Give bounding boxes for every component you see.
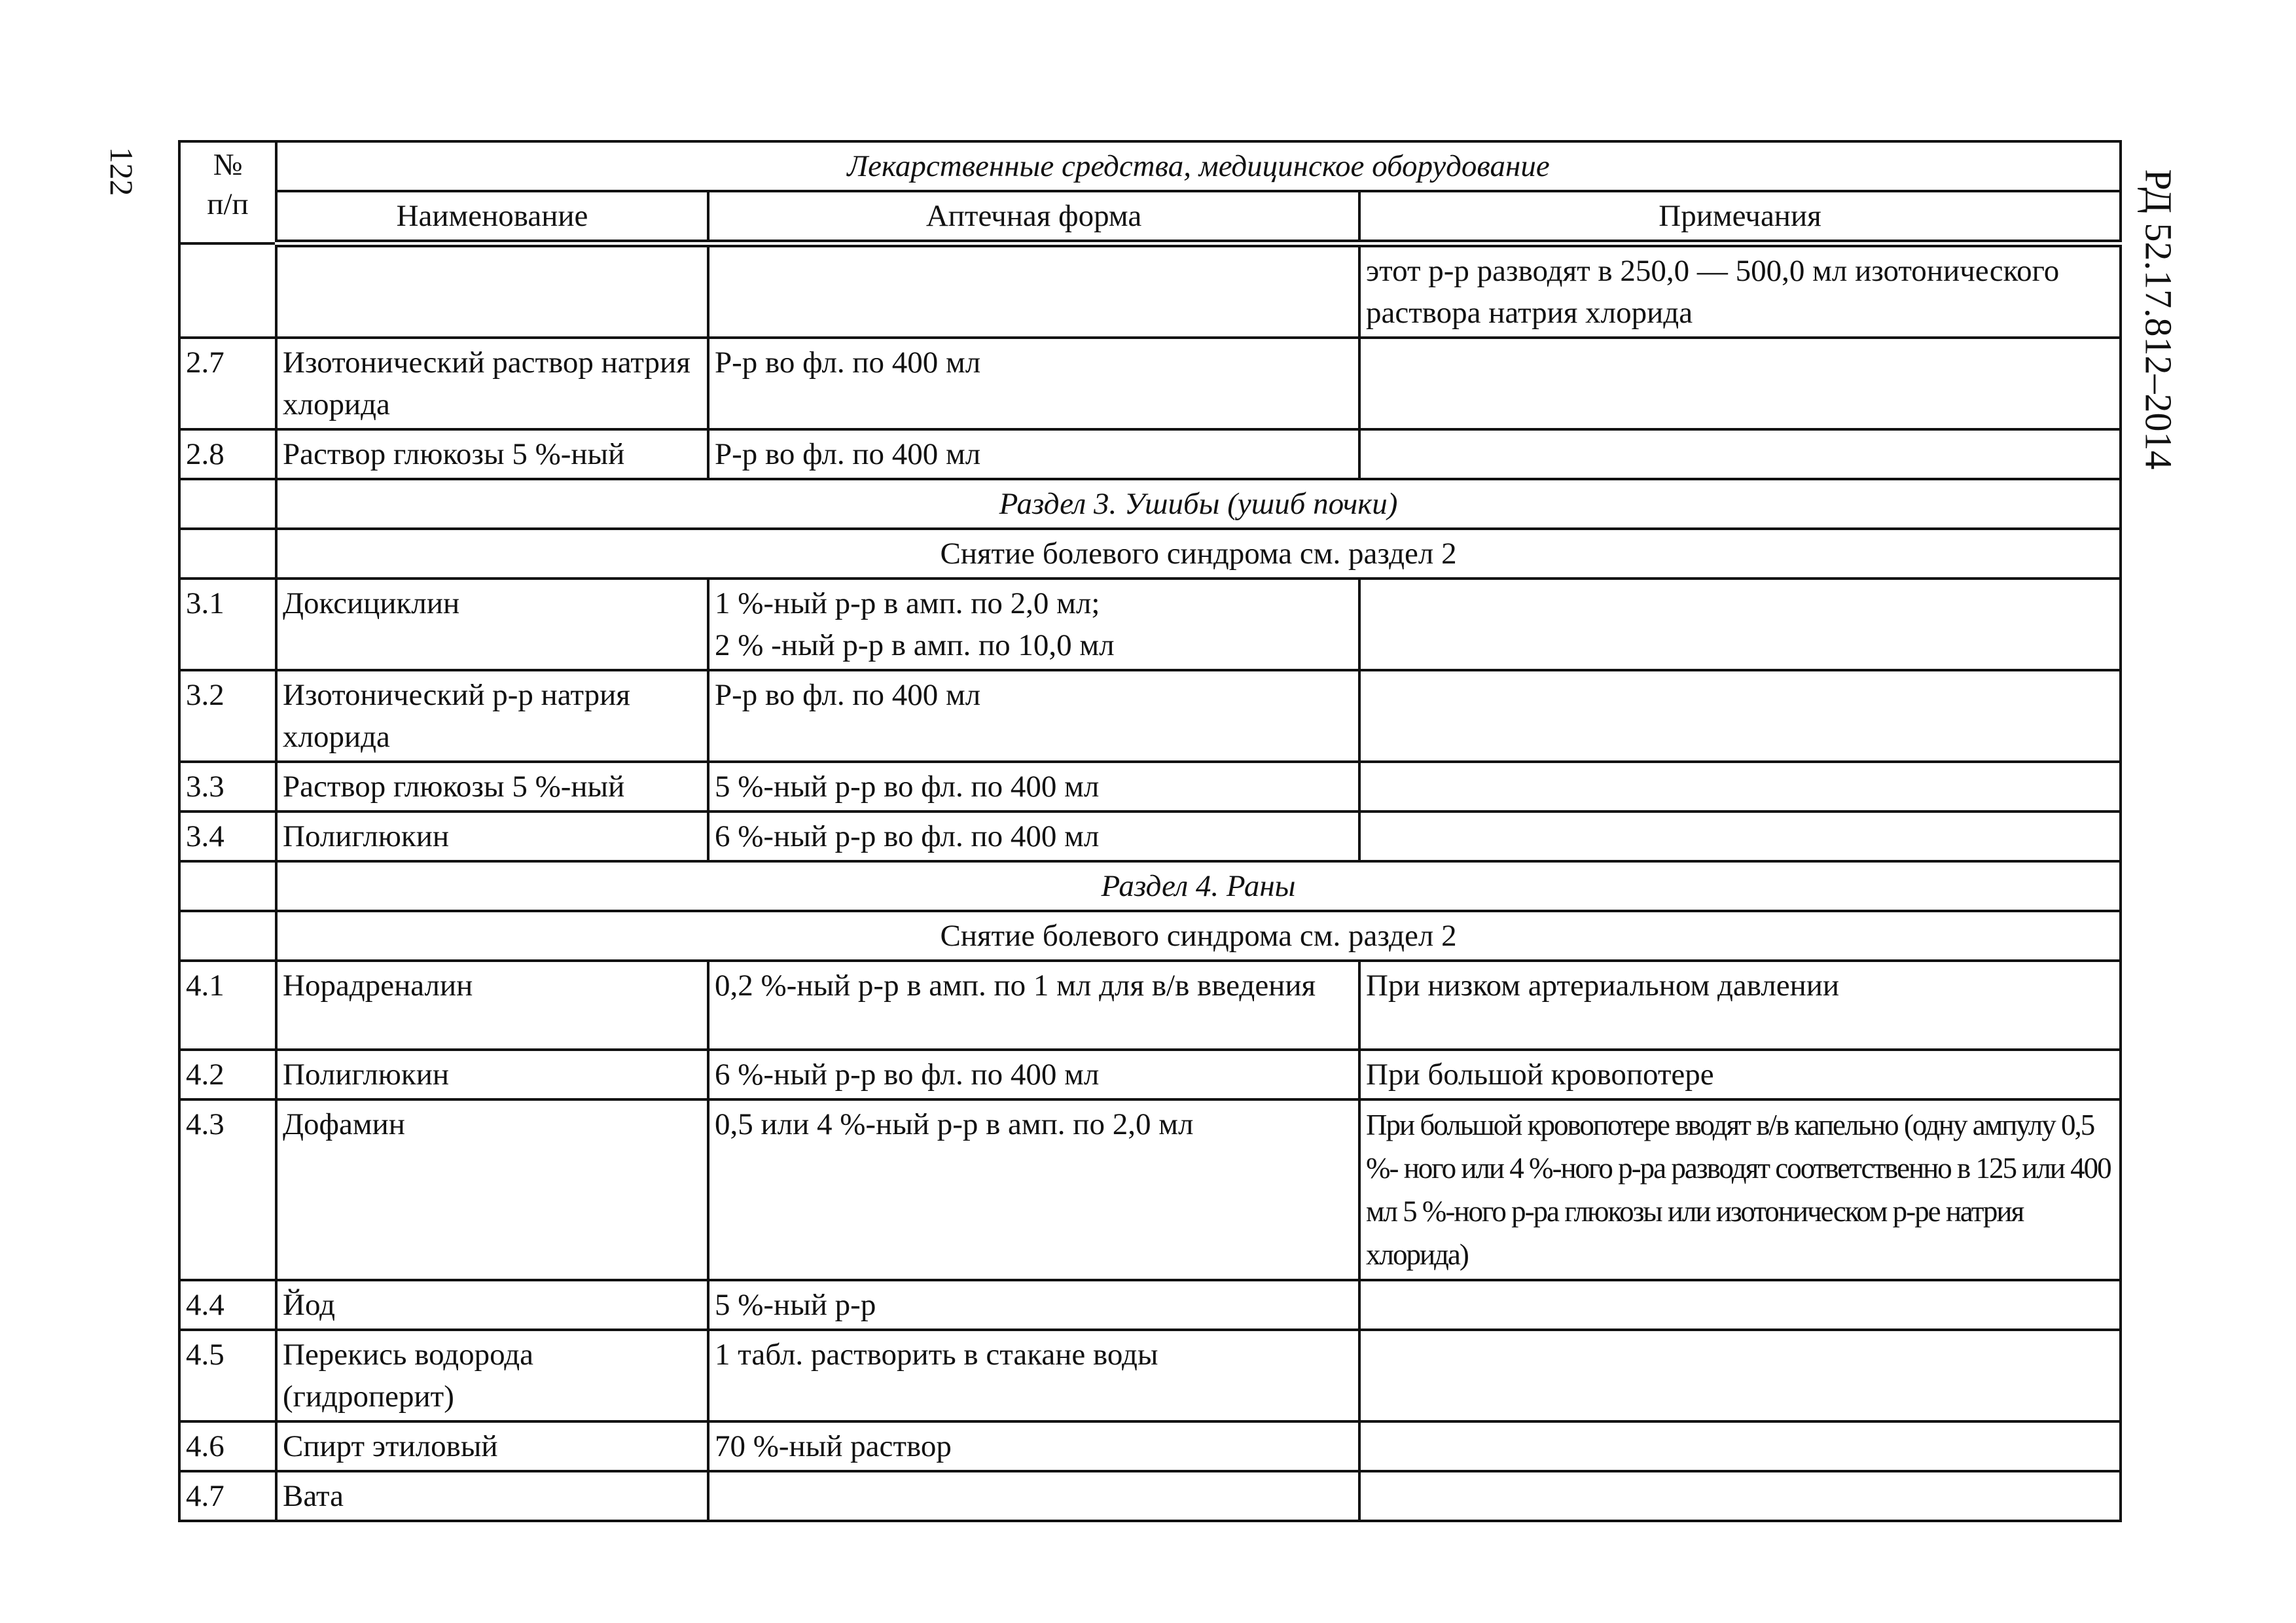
header-name-col: Наименование xyxy=(276,191,708,243)
row-form: 0,2 %-ный р-р в амп. по 1 мл для в/в введения xyxy=(708,961,1359,1050)
table-row xyxy=(179,1330,2121,1421)
row-name: Вата xyxy=(276,1471,708,1521)
row-num: 4.5 xyxy=(179,1330,276,1421)
row-form: Р-р во фл. по 400 мл xyxy=(708,338,1359,429)
row-form: 70 %-ный раствор xyxy=(708,1421,1359,1471)
row-num xyxy=(179,243,276,338)
row-name: Полиглюкин xyxy=(276,1050,708,1099)
row-notes xyxy=(1359,762,2121,812)
table-row xyxy=(179,1099,2121,1280)
section-row xyxy=(179,861,2121,911)
table-row xyxy=(179,1050,2121,1099)
subsection-note: Снятие болевого синдрома см. раздел 2 xyxy=(276,911,2121,961)
table-row xyxy=(179,429,2121,479)
row-name: Перекись водорода (гидроперит) xyxy=(276,1330,708,1421)
row-name xyxy=(276,243,708,338)
row-name: Изотонический раствор натрия хлорида xyxy=(276,338,708,429)
table-row xyxy=(179,579,2121,670)
row-notes xyxy=(1359,579,2121,670)
row-notes xyxy=(1359,338,2121,429)
row-name: Изотонический р-р натрия хлорида xyxy=(276,670,708,762)
row-form: 6 %-ный р-р во фл. по 400 мл xyxy=(708,1050,1359,1099)
row-name: Норадреналин xyxy=(276,961,708,1050)
header-num-col: № п/п xyxy=(179,141,276,243)
table-row xyxy=(179,670,2121,762)
row-num: 2.7 xyxy=(179,338,276,429)
section-row xyxy=(179,479,2121,529)
row-form: 1 табл. растворить в стакане воды xyxy=(708,1330,1359,1421)
table-row xyxy=(179,243,2121,338)
row-form: 5 %-ный р-р во фл. по 400 мл xyxy=(708,762,1359,812)
row-form xyxy=(708,579,1359,670)
row-num: 3.1 xyxy=(179,579,276,670)
form-line: 1 %-ный р-р в амп. по 2,0 мл; xyxy=(715,586,1100,620)
row-notes: При большой кровопотере xyxy=(1359,1050,2121,1099)
row-num: 4.4 xyxy=(179,1280,276,1330)
header-notes-col: Примечания xyxy=(1359,191,2121,243)
medication-table xyxy=(178,140,2122,1522)
row-name: Йод xyxy=(276,1280,708,1330)
row-num: 4.6 xyxy=(179,1421,276,1471)
row-notes xyxy=(1359,1280,2121,1330)
table-row xyxy=(179,1471,2121,1521)
row-notes: этот р-р разводят в 250,0 — 500,0 мл изотонического раствора натрия хлорида xyxy=(1359,243,2121,338)
row-num: 4.1 xyxy=(179,961,276,1050)
row-form: 5 %-ный р-р xyxy=(708,1280,1359,1330)
header-row-1 xyxy=(179,141,2121,191)
row-num xyxy=(179,911,276,961)
row-notes xyxy=(1359,429,2121,479)
row-form xyxy=(708,243,1359,338)
row-notes: При большой кровопотере вводят в/в капельно (одну ампулу 0,5 %- ного или 4 %-ного р-ра разводят соответственно в 125 или 400 мл 5 %-ного р-ра глюкозы или изотоническом р-ре натрия хлорида) xyxy=(1359,1099,2121,1280)
row-form: Р-р во фл. по 400 мл xyxy=(708,429,1359,479)
row-notes xyxy=(1359,1421,2121,1471)
row-notes xyxy=(1359,1471,2121,1521)
row-form: 0,5 или 4 %-ный р-р в амп. по 2,0 мл xyxy=(708,1099,1359,1280)
row-name: Дофамин xyxy=(276,1099,708,1280)
subsection-note: Снятие болевого синдрома см. раздел 2 xyxy=(276,529,2121,579)
section-title: Раздел 3. Ушибы (ушиб почки) xyxy=(276,479,2121,529)
table-row xyxy=(179,1421,2121,1471)
row-num: 3.4 xyxy=(179,812,276,861)
row-notes xyxy=(1359,812,2121,861)
row-name: Раствор глюкозы 5 %-ный xyxy=(276,762,708,812)
row-name: Полиглюкин xyxy=(276,812,708,861)
header-form-col: Аптечная форма xyxy=(708,191,1359,243)
row-notes xyxy=(1359,1330,2121,1421)
row-form: 6 %-ный р-р во фл. по 400 мл xyxy=(708,812,1359,861)
subsection-row xyxy=(179,529,2121,579)
row-notes xyxy=(1359,670,2121,762)
table-row xyxy=(179,812,2121,861)
page-number: 122 xyxy=(103,147,140,196)
table-row xyxy=(179,961,2121,1050)
row-form xyxy=(708,1471,1359,1521)
row-num xyxy=(179,479,276,529)
row-name: Раствор глюкозы 5 %-ный xyxy=(276,429,708,479)
row-notes: При низком артериальном давлении xyxy=(1359,961,2121,1050)
row-num xyxy=(179,861,276,911)
row-num: 3.2 xyxy=(179,670,276,762)
row-num: 2.8 xyxy=(179,429,276,479)
row-form: Р-р во фл. по 400 мл xyxy=(708,670,1359,762)
row-num xyxy=(179,529,276,579)
table-row xyxy=(179,1280,2121,1330)
row-num: 4.2 xyxy=(179,1050,276,1099)
row-num: 4.7 xyxy=(179,1471,276,1521)
section-title: Раздел 4. Раны xyxy=(276,861,2121,911)
subsection-row xyxy=(179,911,2121,961)
table-row xyxy=(179,338,2121,429)
row-num: 4.3 xyxy=(179,1099,276,1280)
header-row-2 xyxy=(179,191,2121,243)
row-name: Доксициклин xyxy=(276,579,708,670)
document-code: РД 52.17.812–2014 xyxy=(2137,169,2180,470)
row-name: Спирт этиловый xyxy=(276,1421,708,1471)
form-line: 2 % -ный р-р в амп. по 10,0 мл xyxy=(715,628,1115,662)
table-row xyxy=(179,762,2121,812)
header-group-title: Лекарственные средства, медицинское оборудование xyxy=(276,141,2121,191)
row-num: 3.3 xyxy=(179,762,276,812)
